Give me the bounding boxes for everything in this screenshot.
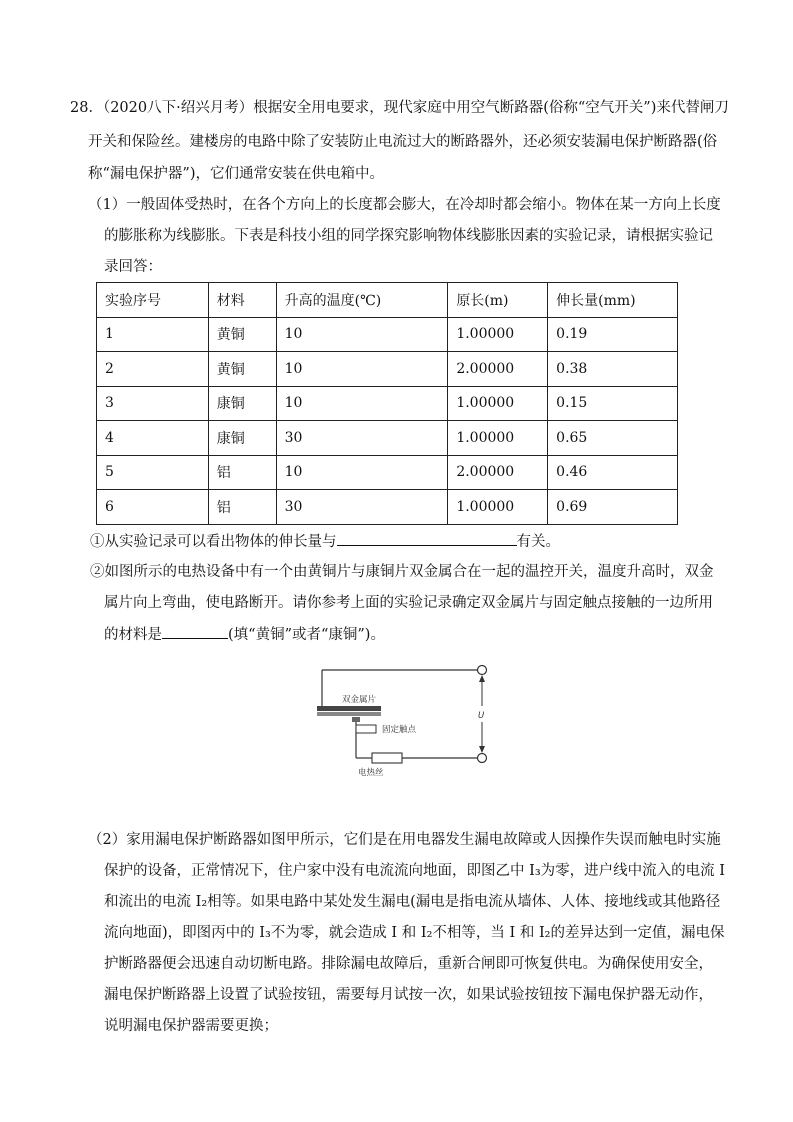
table-cell: 10 [276, 455, 448, 490]
fixed-contact-label: 固定触点 [382, 725, 417, 735]
table-cell: 1.00000 [448, 317, 548, 352]
table-cell: 30 [276, 490, 448, 525]
table-header: 升高的温度(℃) [276, 283, 448, 318]
subquestion-2-text-1: 如图所示的电热设备中有一个由黄铜片与康铜片双金属合在一起的温控开关，温度升高时，双金 [104, 564, 714, 580]
table-cell: 10 [276, 317, 448, 352]
table-cell: 康铜 [208, 386, 276, 421]
table-cell: 3 [97, 386, 209, 421]
table-cell: 1 [97, 317, 209, 352]
table-cell: 0.15 [548, 386, 678, 421]
table-cell: 10 [276, 352, 448, 387]
table-cell: 1.00000 [448, 421, 548, 456]
answer-blank-2[interactable] [162, 624, 228, 639]
part2-line-3: 和流出的电流 I₂相等。如果电路中某处发生漏电(漏电是指电流从墙体、人体、接地线或其他路径 [104, 894, 721, 910]
table-cell: 0.65 [548, 421, 678, 456]
voltage-label: U [478, 711, 485, 721]
part2-line-6: 漏电保护断路器上设置了试验按钮，需要每月试按一次，如果试验按钮按下漏电保护器无动作， [104, 987, 713, 1003]
terminal-bottom [478, 754, 487, 763]
table-cell: 铝 [208, 455, 276, 490]
part2-line-2: 保护的设备，正常情况下，住户家中没有电流流向地面，即图乙中 I₃为零，进户线中流入的电流 I [104, 863, 725, 879]
heater-label: 电热丝 [358, 768, 384, 778]
subquestion-1-text-before: 从实验记录可以看出物体的伸长量与 [104, 534, 337, 550]
table-cell: 1.00000 [448, 490, 548, 525]
bimetal-circuit-diagram [312, 662, 492, 778]
table-cell: 10 [276, 386, 448, 421]
table-row [97, 386, 678, 421]
table-cell: 1.00000 [448, 386, 548, 421]
table-header: 原长(m) [448, 283, 548, 318]
question-intro-line-1 [70, 98, 729, 118]
subquestion-1 [90, 531, 560, 552]
subquestion-2-last-before: 的材料是 [104, 627, 162, 643]
table-cell: 黄铜 [208, 317, 276, 352]
table-cell: 康铜 [208, 421, 276, 456]
table-header: 材料 [208, 283, 276, 318]
table-cell: 4 [97, 421, 209, 456]
experiment-table [96, 282, 678, 525]
subquestion-1-marker: ① [90, 534, 105, 550]
table-cell: 2.00000 [448, 352, 548, 387]
table-cell: 铝 [208, 490, 276, 525]
question-number: 28． [70, 100, 103, 116]
table-cell: 6 [97, 490, 209, 525]
table-header-row [97, 283, 678, 318]
fixed-contact [356, 725, 376, 733]
contact-point [352, 717, 360, 722]
subquestion-1-text-after: 有关。 [516, 534, 560, 550]
table-row [97, 421, 678, 456]
subquestion-2-line-3 [104, 624, 385, 645]
question-intro-line-2: 开关和保险丝。建楼房的电路中除了安装防止电流过大的断路器外，还必须安装漏电保护断路器(俗 [88, 134, 718, 150]
part2-line-5: 护断路器便会迅速自动切断电路。排除漏电故障后，重新合闸即可恢复供电。为确保使用安全， [104, 956, 713, 972]
table-row [97, 317, 678, 352]
part2-line-4: 流向地面)，即图丙中的 I₃不为零，就会造成 I 和 I₂不相等，当 I 和 I₂的差异达到一定值，漏电保 [104, 925, 725, 941]
table-row [97, 455, 678, 490]
part1-line-2: 的膨胀称为线膨胀。下表是科技小组的同学探究影响物体线膨胀因素的实验记录，请根据实验记 [104, 228, 713, 244]
table-header: 伸长量(mm) [548, 283, 678, 318]
table-cell: 0.46 [548, 455, 678, 490]
part2-line-7: 说明漏电保护器需要更换； [104, 1018, 278, 1034]
subquestion-2-line-1 [90, 562, 714, 582]
table-cell: 0.69 [548, 490, 678, 525]
question-source: （2020八下·绍兴月考） [102, 100, 254, 116]
bimetal-strip-lower [317, 712, 381, 716]
table-cell: 0.19 [548, 317, 678, 352]
part1-line-1: （1）一般固体受热时，在各个方向上的长度都会膨大，在冷却时都会缩小。物体在某一方向上长度 [88, 197, 721, 213]
answer-blank-1[interactable] [337, 531, 517, 546]
subquestion-2-marker: ② [90, 564, 105, 580]
table-header: 实验序号 [97, 283, 209, 318]
table-cell: 5 [97, 455, 209, 490]
part2-line-1: （2）家用漏电保护断路器如图甲所示，它们是在用电器发生漏电故障或人因操作失误而触电时实施 [88, 832, 721, 848]
terminal-top [478, 666, 487, 675]
subquestion-2-last-after: (填“黄铜”或者“康铜”)。 [228, 627, 385, 643]
table-cell: 2.00000 [448, 455, 548, 490]
table-row [97, 352, 678, 387]
question-intro-text-1: 根据安全用电要求，现代家庭中用空气断路器(俗称“空气开关”)来代替闸刀 [253, 100, 729, 116]
heater-resistor [372, 753, 402, 763]
table-cell: 黄铜 [208, 352, 276, 387]
subquestion-2-line-2: 属片向上弯曲，使电路断开。请你参考上面的实验记录确定双金属片与固定触点接触的一边所用 [104, 595, 713, 611]
table-cell: 0.38 [548, 352, 678, 387]
table-cell: 30 [276, 421, 448, 456]
table-cell: 2 [97, 352, 209, 387]
bimetal-label: 双金属片 [342, 695, 377, 705]
bimetal-strip [317, 706, 381, 711]
part1-line-3: 录回答： [104, 259, 162, 275]
question-intro-line-3: 称“漏电保护器”)，它们通常安装在供电箱中。 [88, 166, 384, 182]
table-row [97, 490, 678, 525]
